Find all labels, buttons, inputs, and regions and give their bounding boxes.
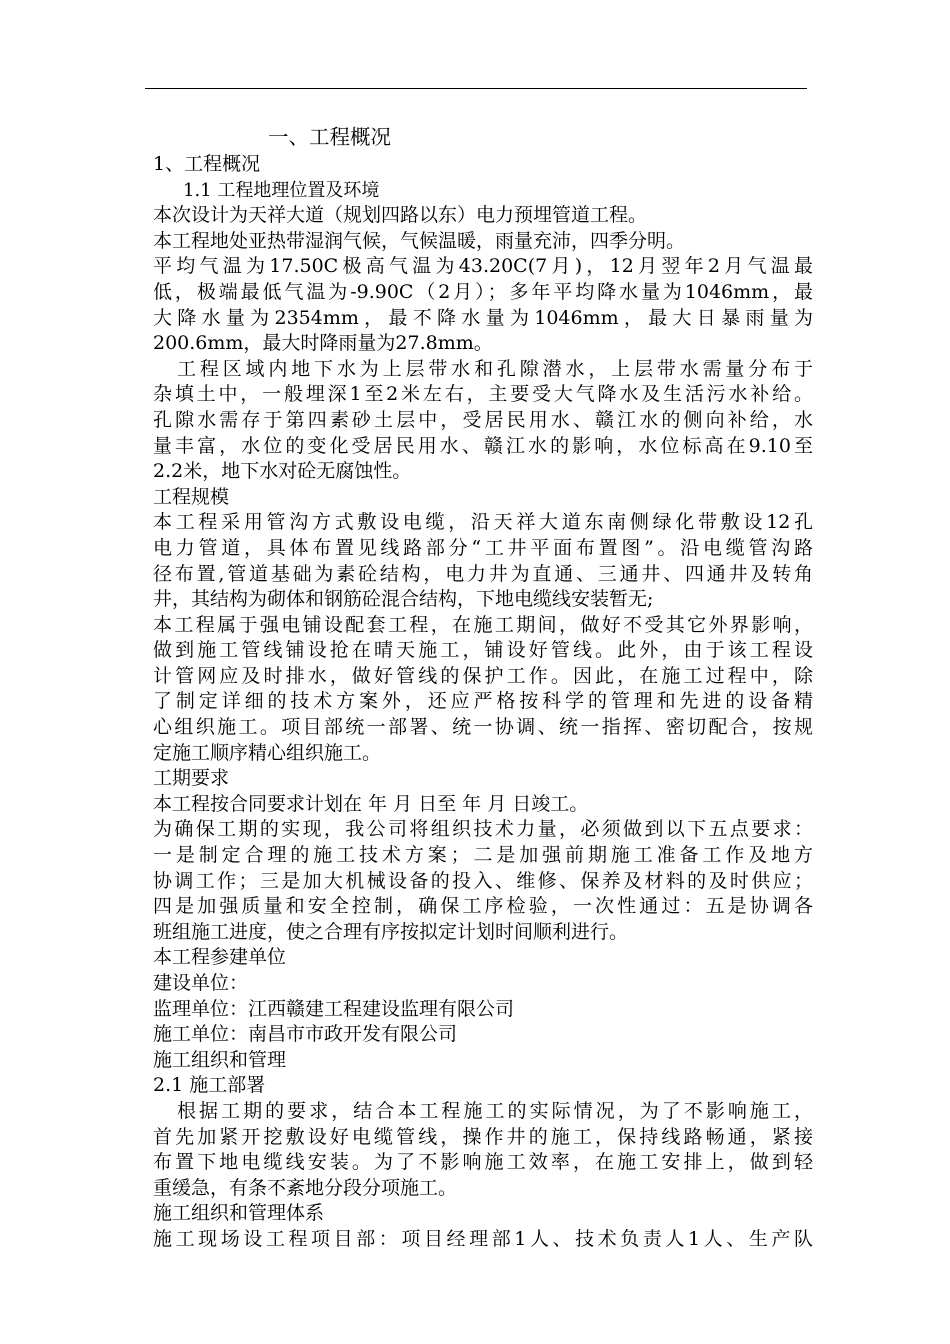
- paragraph-line: 布置下地电缆线安装。为了不影响施工效率，在施工安排上，做到轻: [153, 1151, 813, 1174]
- paragraph-line: 本工程地处亚热带湿润气候，气候温暖，雨量充沛，四季分明。: [153, 229, 686, 252]
- paragraph-line: 电力管道，具体布置见线路部分“工井平面布置图”。沿电缆管沟路: [153, 536, 813, 559]
- paragraph-line: 本工程按合同要求计划在 年 月 日至 年 月 日竣工。: [153, 792, 589, 815]
- document-body: [153, 122, 813, 1253]
- section-heading: 施工组织和管理体系: [153, 1202, 325, 1225]
- paragraph-line: 为确保工期的实现，我公司将组织技术力量，必须做到以下五点要求：: [153, 818, 813, 841]
- paragraph-line: 杂填土中，一般埋深1至2米左右，主要受大气降水及生活污水补给。: [153, 383, 813, 406]
- paragraph-line: 做到施工管线铺设抢在晴天施工，铺设好管线。此外，由于该工程设: [153, 639, 813, 662]
- paragraph-line: 了制定详细的技术方案外，还应严格按科学的管理和先进的设备精: [153, 690, 813, 713]
- section-title: 一、工程概况: [268, 125, 391, 149]
- paragraph-line: 建设单位：: [153, 972, 249, 994]
- section-heading: 工程规模: [153, 485, 230, 508]
- section-heading: 本工程参建单位: [153, 946, 287, 969]
- paragraph-line: 心组织施工。项目部统一部署、统一协调、统一指挥、密切配合，按规: [153, 716, 813, 739]
- paragraph-line: 本工程采用管沟方式敷设电缆，沿天祥大道东南侧绿化带敷设12孔: [153, 511, 813, 534]
- header-rule: [145, 88, 807, 89]
- paragraph-line: 200.6mm，最大时降雨量为27.8mm。: [153, 332, 493, 355]
- paragraph-line: 根据工期的要求，结合本工程施工的实际情况，为了不影响施工，: [177, 1099, 813, 1122]
- subheading-2-1: 2.1 施工部署: [153, 1074, 266, 1097]
- paragraph-line: 工程区域内地下水为上层带水和孔隙潜水，上层带水需量分布于: [177, 357, 813, 380]
- paragraph-line: 首先加紧开挖敷设好电缆管线，操作井的施工，保持线路畅通，紧接: [153, 1125, 813, 1148]
- paragraph-line: 施工现场设工程项目部：项目经理部1人、技术负责人1人、生产队: [153, 1227, 813, 1250]
- paragraph-line: 一是制定合理的施工技术方案；二是加强前期施工准备工作及地方: [153, 844, 813, 867]
- paragraph-line: 定施工顺序精心组织施工。: [153, 741, 382, 764]
- paragraph-line: 井，其结构为砌体和钢筋砼混合结构，下地电缆线安装暂无;: [153, 588, 654, 611]
- paragraph-line: 重缓急，有条不紊地分段分项施工。: [153, 1176, 458, 1199]
- paragraph-line: 平均气温为17.50C极高气温为43.20C(7月)，12月翌年2月气温最: [153, 255, 813, 278]
- paragraph-line: 2.2米，地下水对砼无腐蚀性。: [153, 460, 412, 483]
- paragraph-line: 协调工作；三是加大机械设备的投入、维修、保养及材料的及时供应；: [153, 869, 813, 892]
- subheading-1-1: 1.1 工程地理位置及环境: [183, 179, 380, 201]
- section-heading: 施工组织和管理: [153, 1048, 287, 1071]
- paragraph-line: 本次设计为天祥大道（规划四路以东）电力预埋管道工程。: [153, 204, 648, 227]
- paragraph-line: 径布置,管道基础为素砼结构，电力井为直通、三通井、四通井及转角: [153, 562, 813, 585]
- paragraph-line: 本工程属于强电铺设配套工程，在施工期间，做好不受其它外界影响，: [153, 613, 813, 636]
- paragraph-line: 四是加强质量和安全控制，确保工序检验，一次性通过：五是协调各: [153, 895, 813, 918]
- paragraph-line: 班组施工进度，使之合理有序按拟定计划时间顺利进行。: [153, 920, 629, 943]
- paragraph-line: 大降水量为2354mm，最不降水量为1046mm，最大日暴雨量为: [153, 306, 813, 329]
- paragraph-line: 计管网应及时排水，做好管线的保护工作。因此，在施工过程中，除: [153, 664, 813, 687]
- section-heading: 工期要求: [153, 767, 230, 790]
- paragraph-line: 监理单位：江西赣建工程建设监理有限公司: [153, 997, 515, 1020]
- paragraph-line: 孔隙水需存于第四素砂土层中，受居民用水、赣江水的侧向补给，水: [153, 408, 813, 431]
- paragraph-line: 施工单位：南昌市市政开发有限公司: [153, 1023, 458, 1046]
- paragraph-line: 低，极端最低气温为-9.90C（2月）；多年平均降水量为1046mm，最: [153, 280, 813, 303]
- heading-1: 1、工程概况: [153, 153, 261, 175]
- paragraph-line: 量丰富，水位的变化受居民用水、赣江水的影响，水位标高在9.10至: [153, 434, 813, 457]
